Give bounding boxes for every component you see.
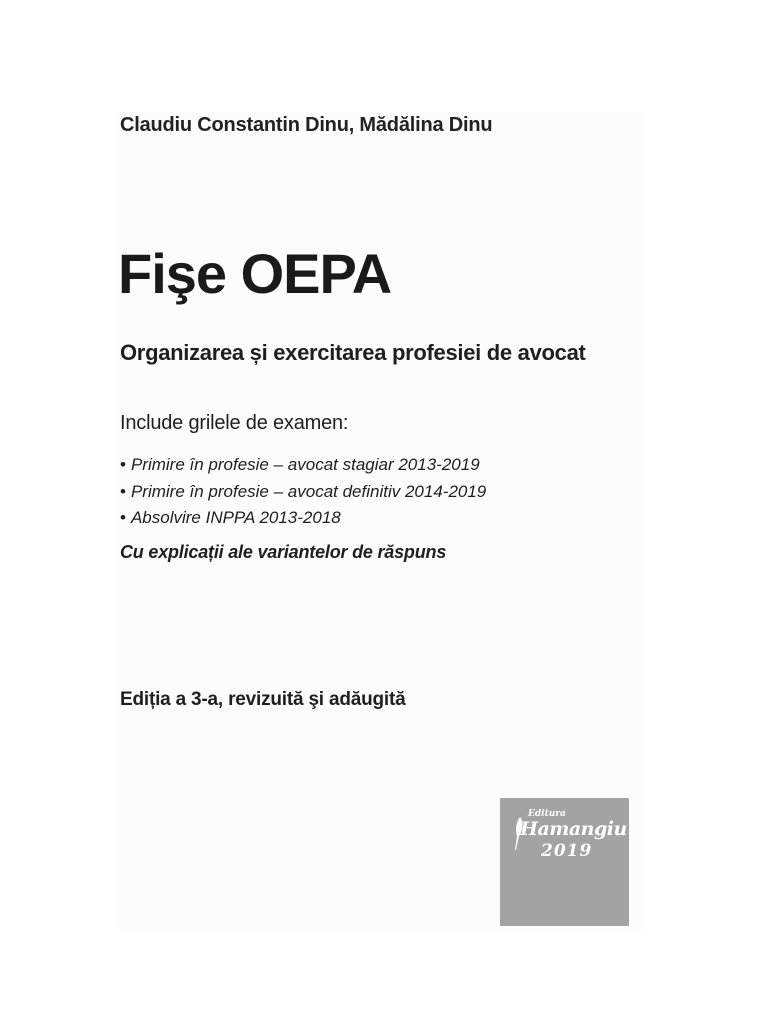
list-item xyxy=(120,479,486,506)
edition-note: Ediția a 3-a, revizuită şi adăugită xyxy=(120,689,406,710)
list-item-text: Absolvire INPPA 2013-2018 xyxy=(130,508,341,527)
bullet-icon: • xyxy=(120,508,126,527)
bullet-icon: • xyxy=(120,481,126,501)
list-item xyxy=(120,505,486,532)
publisher-logo xyxy=(500,798,629,926)
book-title: Fişe OEPA xyxy=(118,242,392,305)
list-item-text: Primire în profesie – avocat stagiar 2013-2019 xyxy=(130,455,480,474)
list-item-text: Primire în profesie – avocat definitiv 2014-2019 xyxy=(130,481,487,501)
book-subtitle: Organizarea și exercitarea profesiei de avocat xyxy=(120,340,586,365)
exam-list xyxy=(120,452,486,532)
authors: Claudiu Constantin Dinu, Mădălina Dinu xyxy=(120,114,493,136)
publisher-logo-box xyxy=(500,798,629,926)
publisher-label: Editura xyxy=(528,809,566,819)
bullet-icon: • xyxy=(120,455,126,474)
includes-label: Include grilele de examen: xyxy=(120,412,349,434)
publisher-name: Hamangiu xyxy=(520,818,627,840)
publisher-year: 2019 xyxy=(541,841,593,861)
list-item xyxy=(120,452,486,479)
explanations-note: Cu explicații ale variantelor de răspuns xyxy=(120,542,447,562)
